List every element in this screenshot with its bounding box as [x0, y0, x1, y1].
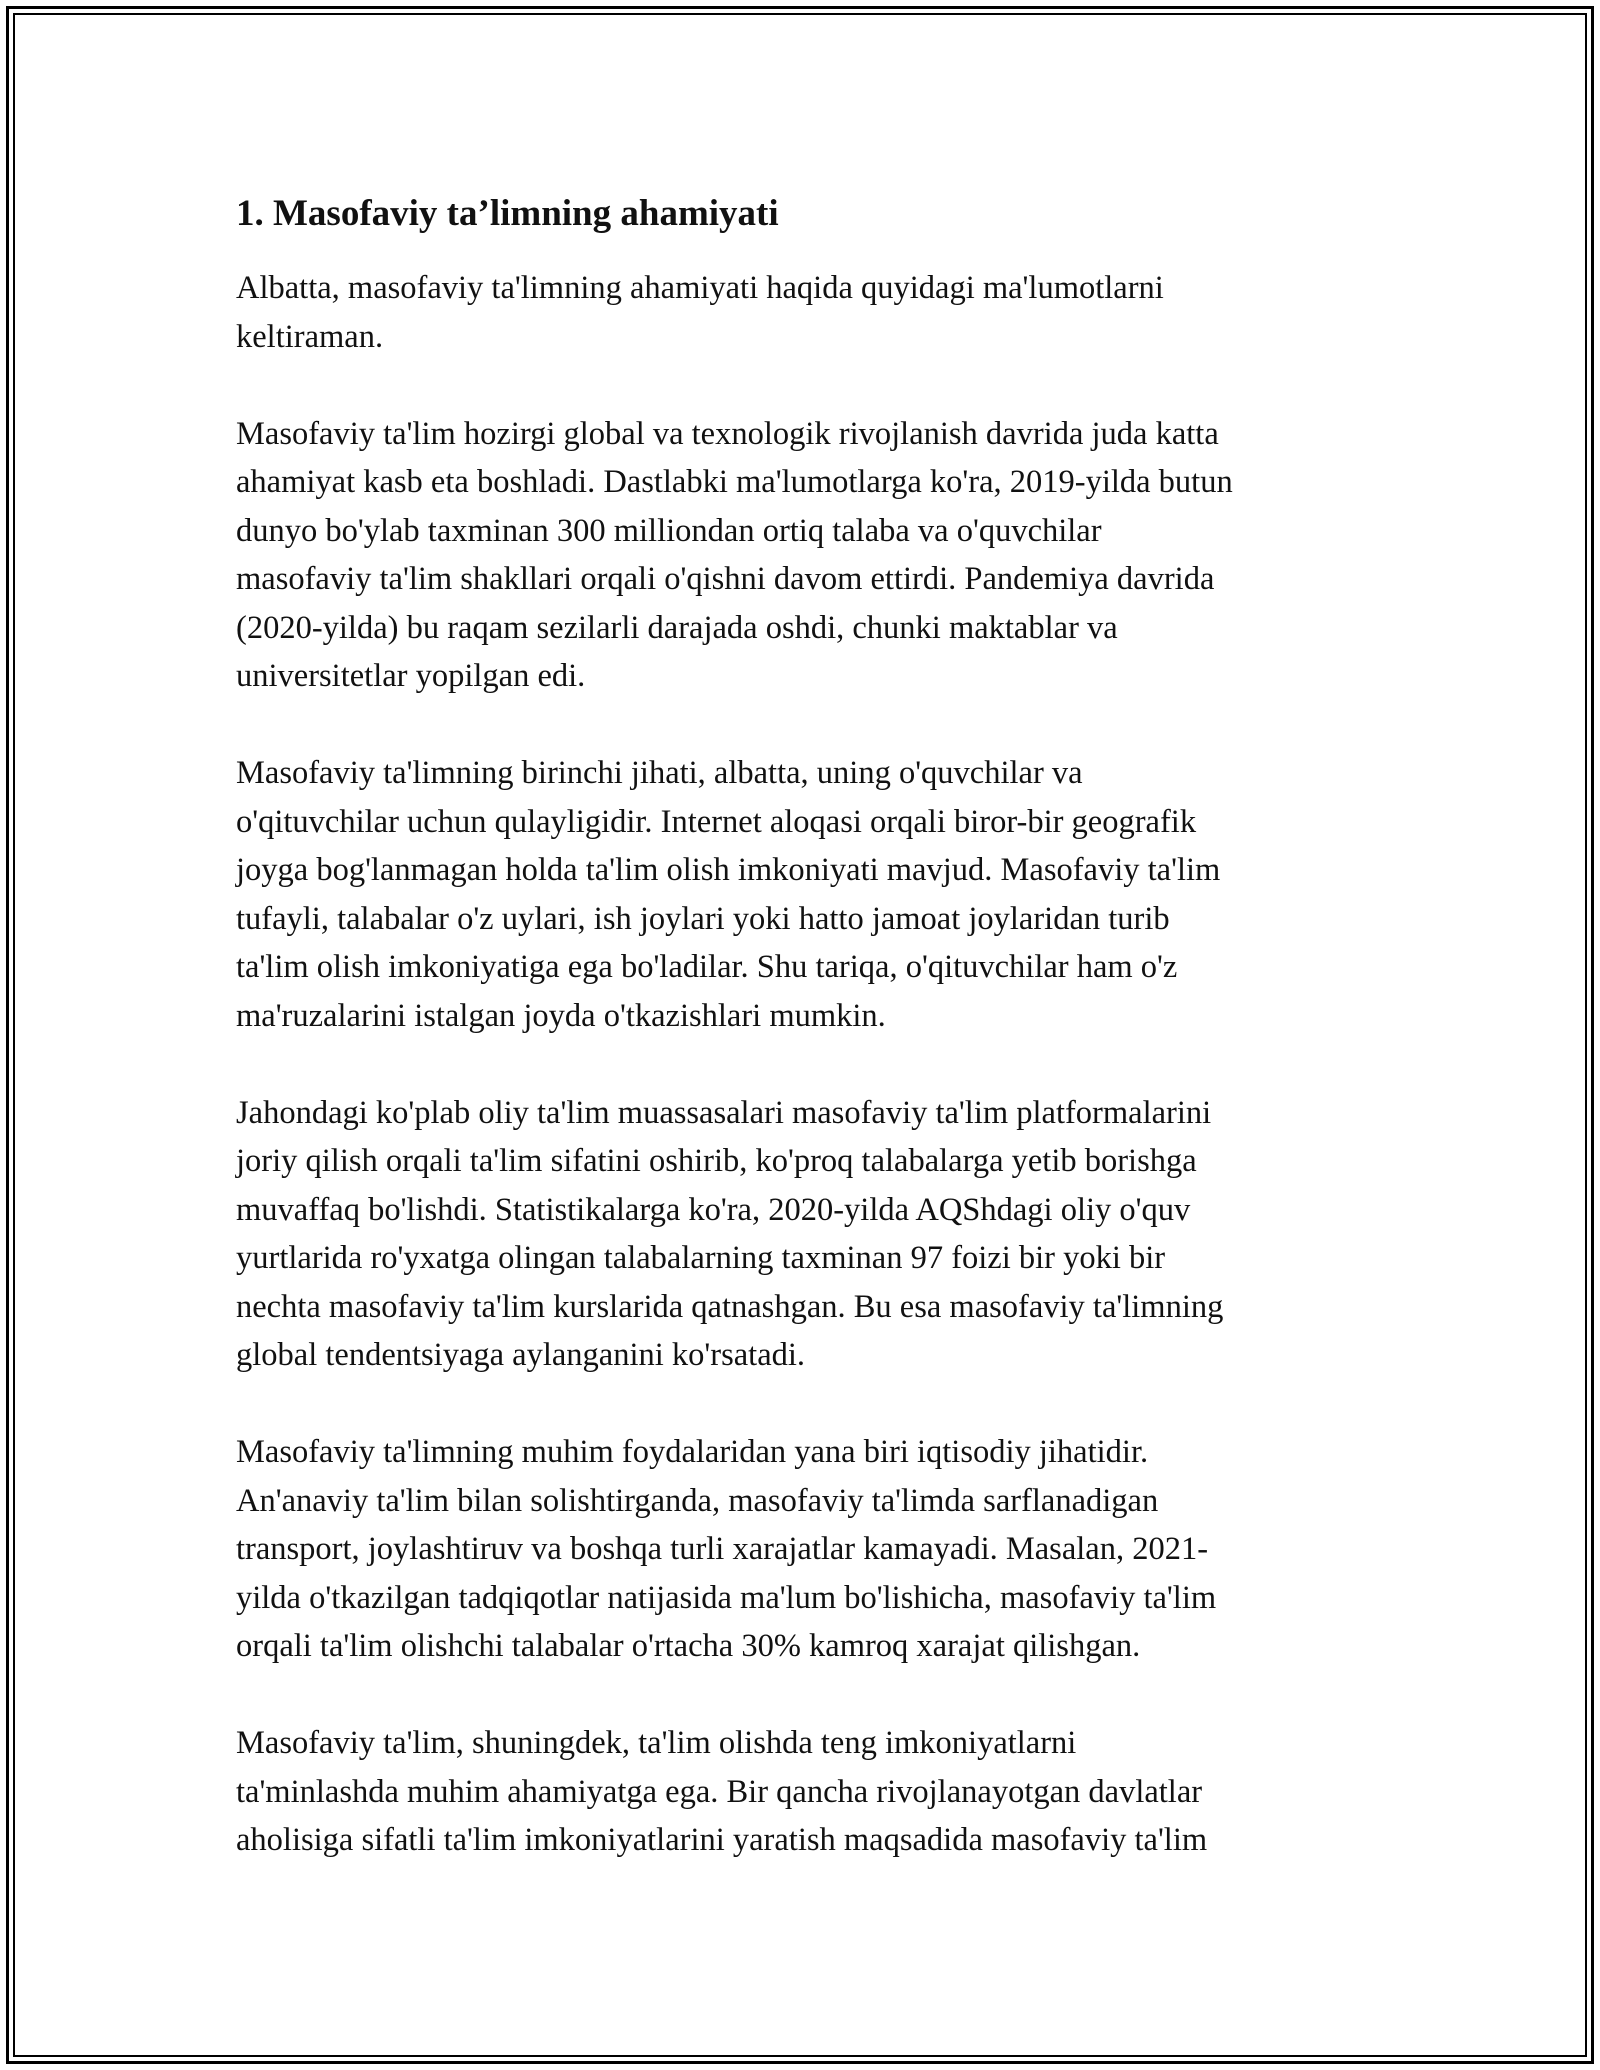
text-line: dunyo bo'ylab taxminan 300 milliondan ortiq talaba va o'quvchilar: [236, 512, 1102, 549]
paragraph-intro: [236, 264, 1366, 361]
text-line: keltiraman.: [236, 318, 384, 355]
paragraph-economic-benefit: [236, 1428, 1366, 1671]
text-line: muvaffaq bo'lishdi. Statistikalarga ko'ra, 2020-yilda AQShdagi oliy o'quv: [236, 1191, 1191, 1228]
paragraph-higher-education: [236, 1089, 1366, 1380]
text-line: Masofaviy ta'limning birinchi jihati, albatta, uning o'quvchilar va: [236, 755, 1083, 791]
text-line: ta'lim olish imkoniyatiga ega bo'ladilar. Shu tariqa, o'qituvchilar ham o'z: [236, 949, 1178, 985]
text-line: o'qituvchilar uchun qulayligidir. Internet aloqasi orqali biror-bir geografik: [236, 803, 1197, 840]
paragraph-global-development: [236, 410, 1366, 701]
text-line: joriy qilish orqali ta'lim sifatini oshirib, ko'proq talabalarga yetib borishga: [236, 1143, 1197, 1179]
text-line: nechta masofaviy ta'lim kurslarida qatnashgan. Bu esa masofaviy ta'limning: [236, 1288, 1224, 1325]
text-line: yilda o'tkazilgan tadqiqotlar natijasida ma'lum bo'lishicha, masofaviy ta'lim: [236, 1579, 1217, 1616]
text-line: masofaviy ta'lim shakllari orqali o'qishni davom ettirdi. Pandemiya davrida: [236, 561, 1215, 597]
text-line: orqali ta'lim olishchi talabalar o'rtacha 30% kamroq xarajat qilishgan.: [236, 1628, 1141, 1664]
text-line: yurtlarida ro'yxatga olingan talabalarning taxminan 97 foizi bir yoki bir: [236, 1240, 1166, 1276]
text-line: (2020-yilda) bu raqam sezilarli darajada oshdi, chunki maktablar va: [236, 609, 1118, 646]
text-line: Jahondagi ko'plab oliy ta'lim muassasalari masofaviy ta'lim platformalarini: [236, 1094, 1212, 1131]
section-heading: 1. Masofaviy ta’limning ahamiyati: [236, 193, 779, 234]
text-line: tufayli, talabalar o'z uylari, ish joylari yoki hatto jamoat joylaridan turib: [236, 900, 1170, 937]
text-line: ma'ruzalarini istalgan joyda o'tkazishlari mumkin.: [236, 997, 886, 1034]
text-line: aholisiga sifatli ta'lim imkoniyatlarini yaratish maqsadida masofaviy ta'lim: [236, 1822, 1208, 1858]
document-content: [236, 186, 1366, 1913]
text-line: global tendentsiyaga aylanganini ko'rsatadi.: [236, 1337, 806, 1373]
text-line: An'anaviy ta'lim bilan solishtirganda, masofaviy ta'limda sarflanadigan: [236, 1482, 1159, 1519]
paragraph-convenience: [236, 749, 1366, 1040]
text-line: universitetlar yopilgan edi.: [236, 658, 586, 694]
text-line: ahamiyat kasb eta boshladi. Dastlabki ma'lumotlarga ko'ra, 2019-yilda butun: [236, 464, 1233, 500]
text-line: joyga bog'lanmagan holda ta'lim olish imkoniyati mavjud. Masofaviy ta'lim: [236, 852, 1221, 888]
text-line: Albatta, masofaviy ta'limning ahamiyati haqida quyidagi ma'lumotlarni: [236, 270, 1164, 306]
text-line: ta'minlashda muhim ahamiyatga ega. Bir qancha rivojlanayotgan davlatlar: [236, 1773, 1203, 1810]
paragraph-equal-opportunity: [236, 1719, 1366, 1865]
text-line: transport, joylashtiruv va boshqa turli xarajatlar kamayadi. Masalan, 2021-: [236, 1531, 1209, 1567]
text-line: Masofaviy ta'lim, shuningdek, ta'lim olishda teng imkoniyatlarni: [236, 1725, 1077, 1761]
text-line: Masofaviy ta'lim hozirgi global va texnologik rivojlanish davrida juda katta: [236, 415, 1219, 452]
text-line: Masofaviy ta'limning muhim foydalaridan yana biri iqtisodiy jihatidir.: [236, 1434, 1149, 1470]
